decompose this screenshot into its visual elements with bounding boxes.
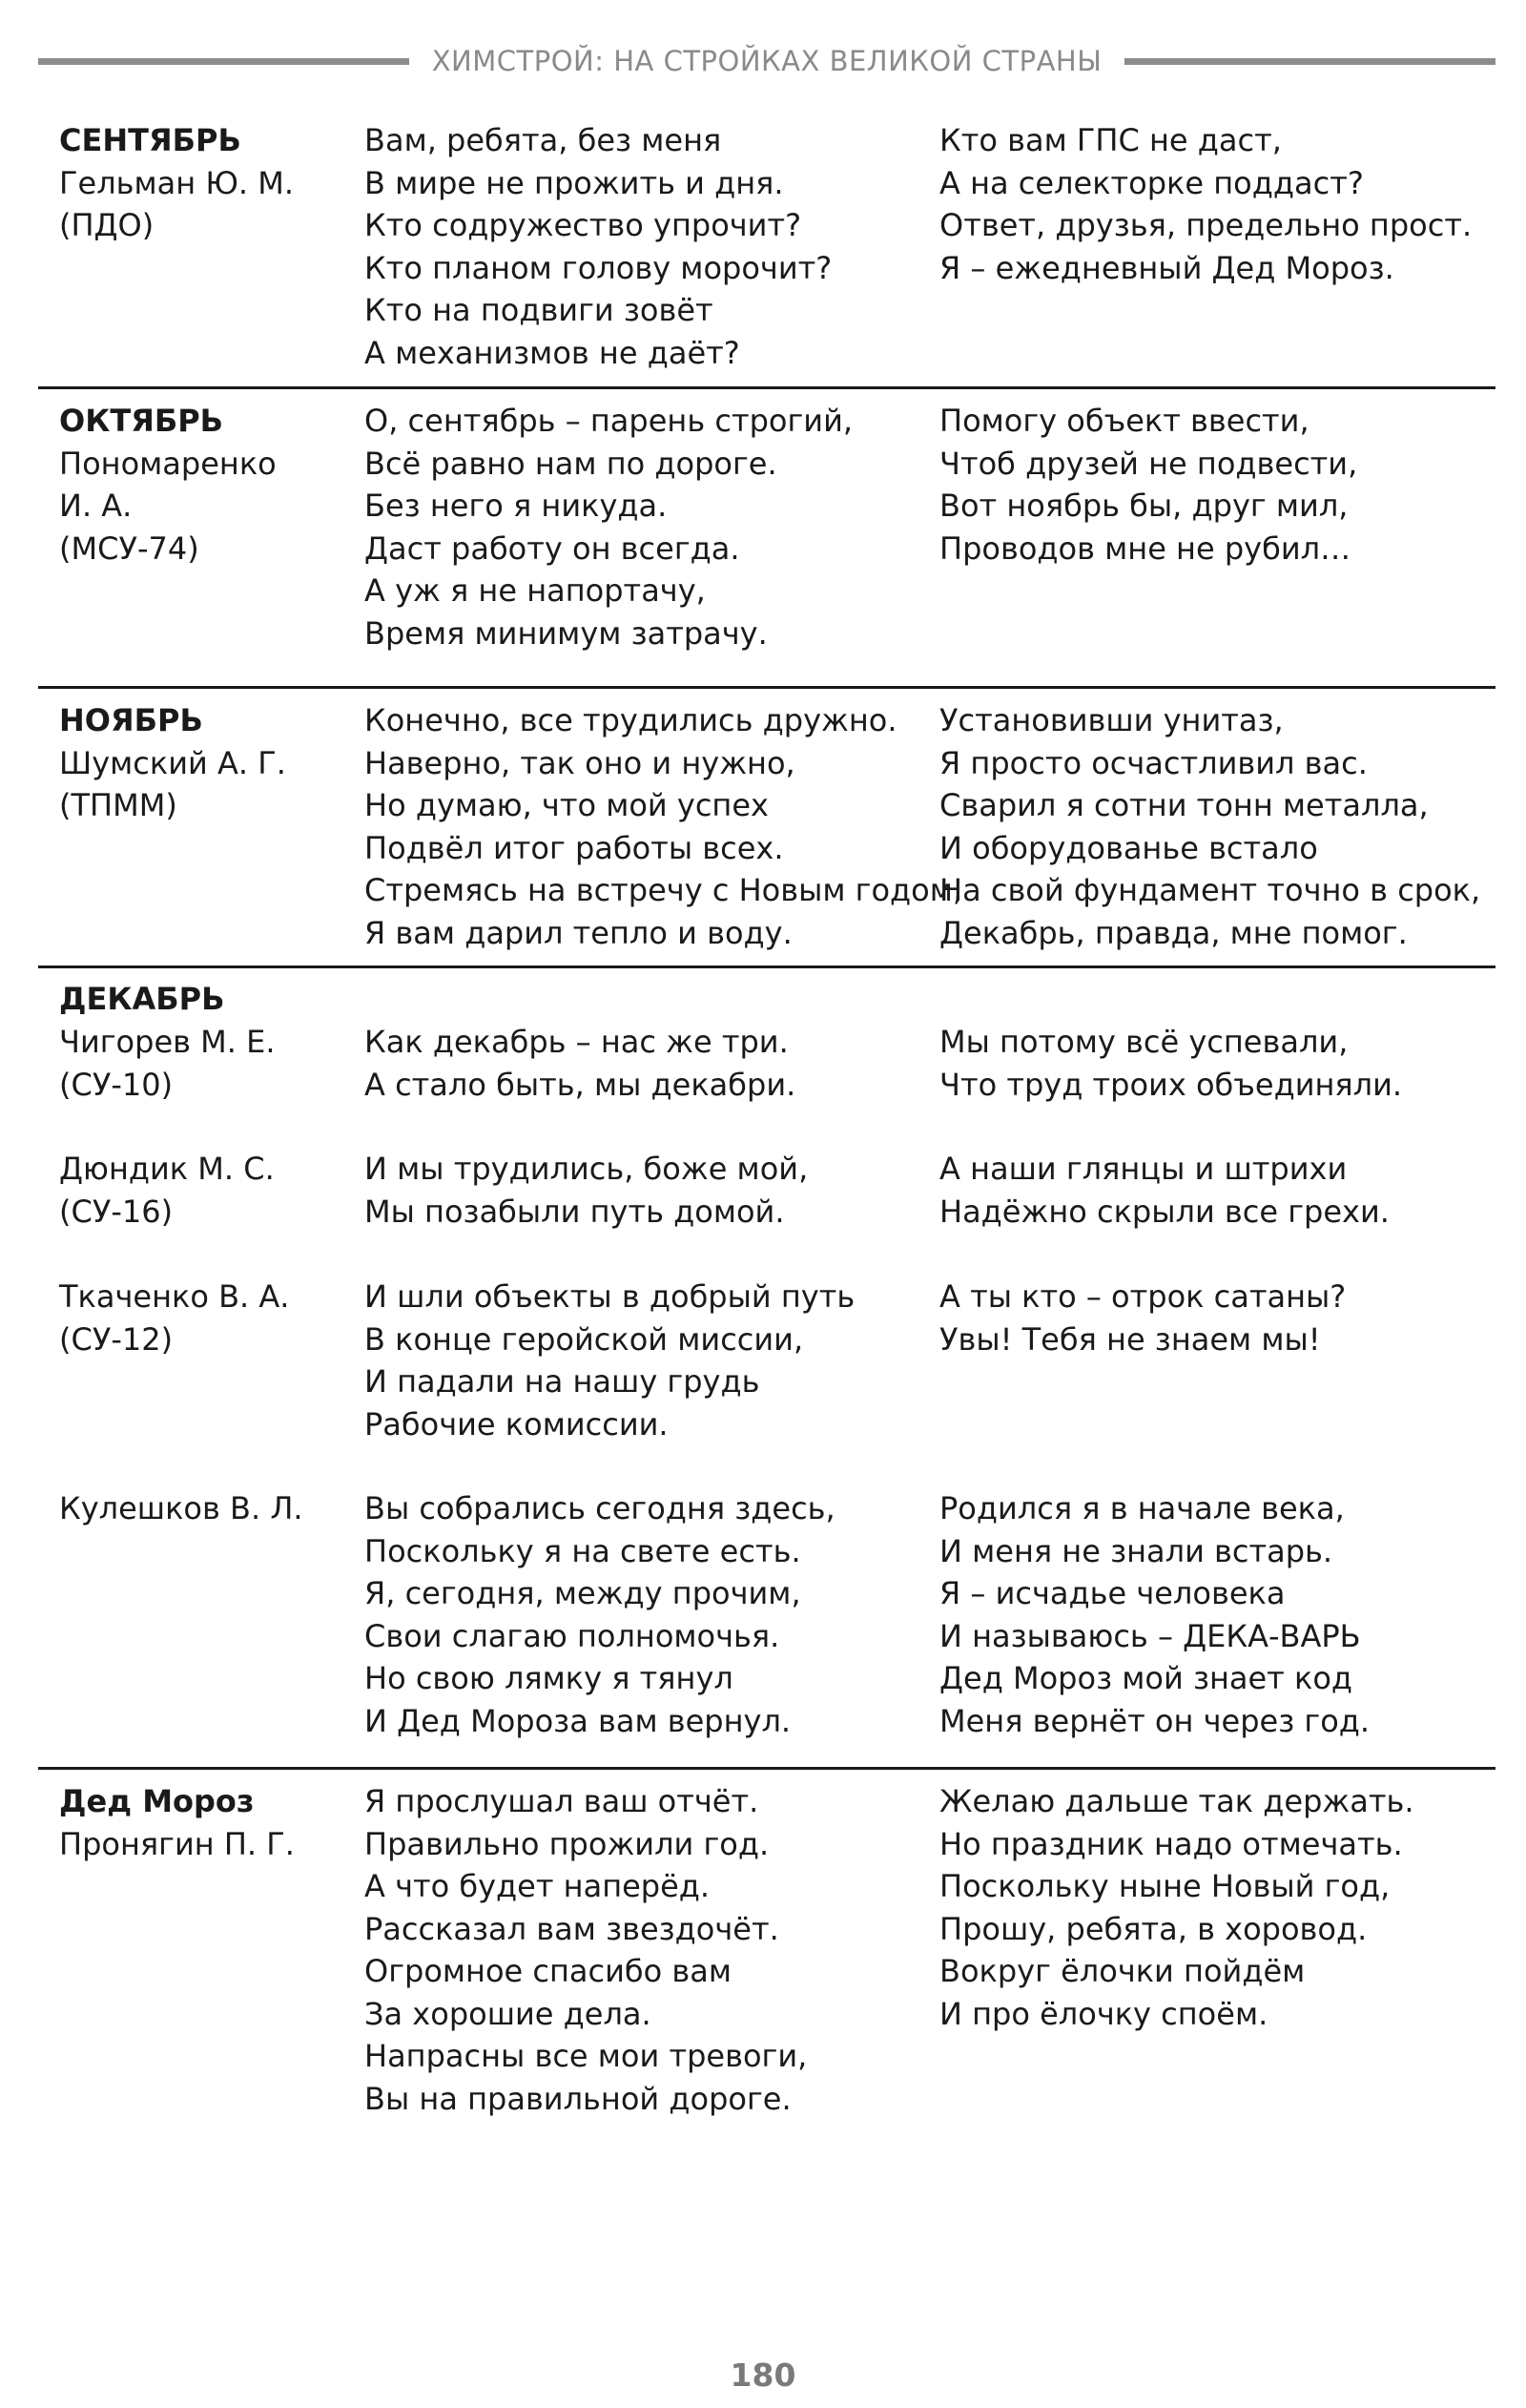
verse-line: И называюсь – ДЕКА-ВАРЬ [939,1617,1361,1654]
header-rule-right [1124,58,1495,65]
verse-line: Даст работу он всегда. [364,529,740,567]
author-line: (СУ-16) [59,1193,174,1230]
verse-line: Правильно прожили год. [364,1825,770,1862]
verse-line: И шли объекты в добрый путь [364,1278,856,1315]
author-column [59,1487,355,1530]
month-title: ДЕКАБРЬ [59,981,225,1017]
verse-line: Желаю дальше так держать. [939,1783,1414,1819]
author-line: (ПДО) [59,207,155,243]
verse-left [364,1780,946,2120]
verse-line: Что труд троих объединяли. [939,1066,1403,1103]
verse-line: Кто содружество упрочит? [364,207,802,243]
month-title: ОКТЯБРЬ [59,403,224,439]
verse-line: Кто вам ГПС не даст, [939,122,1282,158]
verse-line: А что будет наперёд. [364,1868,711,1904]
author-line: Чигорев М. Е. [59,1024,276,1060]
verse-line: Напрасны все мои тревоги, [364,2038,808,2074]
verse-line: Я – ежедневный Дед Мороз. [939,249,1394,286]
verse-line: Рассказал вам звездочёт. [364,1910,779,1947]
verse-line: Увы! Тебя не знаем мы! [939,1320,1321,1358]
verse-right [939,1148,1512,1233]
verse-right [939,1276,1512,1360]
author-column [59,1780,355,1865]
author-line: И. А. [59,488,133,524]
verse-line: Надёжно скрыли все грехи. [939,1193,1390,1230]
verse-line: Мы потому всё успевали, [939,1024,1349,1060]
verse-line: Конечно, все трудились дружно. [364,702,897,738]
verse-line: Родился я в начале века, [939,1490,1345,1526]
verse-line: За хорошие дела. [364,1995,651,2032]
verse-line: И оборудованье встало [939,829,1318,866]
verse-line: Свои слагаю полномочья. [364,1617,780,1654]
author-column [59,400,355,570]
verse-line: А на селекторке поддаст? [939,164,1364,201]
verse-line: Кто на подвиги зовёт [364,292,713,328]
verse-line: Меня вернёт он через год. [939,1702,1371,1739]
verse-line: Время минимум затрачу. [364,614,768,652]
month-title: Дед Мороз [59,1783,255,1819]
author-line: Кулешков В. Л. [59,1490,303,1526]
verse-right [939,400,1512,570]
verse-line: Ответ, друзья, предельно прост. [939,207,1473,243]
author-column [59,119,355,247]
verse-line: И про ёлочку споём. [939,1995,1268,2032]
verse-line: Но праздник надо отмечать. [939,1825,1403,1862]
verse-left [364,1276,946,1445]
verse-line: Поскольку ныне Новый год, [939,1868,1391,1904]
verse-line: Рабочие комиссии. [364,1405,669,1443]
verse-line: Вы на правильной дороге. [364,2080,792,2117]
author-line: Пономаренко [59,445,277,482]
verse-line: В конце геройской миссии, [364,1320,804,1358]
author-line: (МСУ-74) [59,529,199,567]
verse-line: Мы позабыли путь домой. [364,1193,785,1230]
verse-line: А механизмов не даёт? [364,334,740,371]
author-line: (СУ-12) [59,1320,174,1358]
verse-line: Как декабрь – нас же три. [364,1024,789,1060]
verse-line: Но думаю, что мой успех [364,787,769,823]
verse-left [364,699,963,954]
verse-line: Стремясь на встречу с Новым годом, [364,872,963,908]
verse-line: Подвёл итог работы всех. [364,829,784,866]
verse-line: Наверно, так оно и нужно, [364,744,795,781]
verse-line: Но свою лямку я тянул [364,1660,733,1696]
section-divider [38,686,1495,689]
header-rule-left [38,58,409,65]
running-header [38,42,1495,80]
verse-line: Прошу, ребята, в хоровод. [939,1910,1368,1947]
verse-line: Декабрь, правда, мне помог. [939,914,1408,951]
verse-line: Вы собрались сегодня здесь, [364,1490,835,1526]
section-divider [38,386,1495,389]
author-column [59,1021,355,1106]
author-column [59,978,355,1021]
verse-right [939,1780,1512,2035]
verse-line: Кто планом голову морочит? [364,249,833,286]
verse-left [364,1148,946,1233]
verse-line: Огромное спасибо вам [364,1953,732,1989]
verse-line: Проводов мне не рубил… [939,529,1351,567]
verse-left [364,1487,946,1742]
verse-line: В мире не прожить и дня. [364,164,784,201]
verse-line: И Дед Мороза вам вернул. [364,1702,792,1739]
verse-left [364,119,946,374]
author-line: (ТПММ) [59,787,177,823]
verse-line: Чтоб друзей не подвести, [939,445,1358,482]
author-line: (СУ-10) [59,1066,174,1103]
verse-line: Поскольку я на свете есть. [364,1532,801,1569]
verse-right [939,119,1512,289]
verse-line: Без него я никуда. [364,488,668,524]
month-title: НОЯБРЬ [59,702,203,738]
verse-line: Я прослушал ваш отчёт. [364,1783,759,1819]
verse-line: Вам, ребята, без меня [364,122,722,158]
author-line: Дюндик М. С. [59,1151,275,1187]
verse-line: Я, сегодня, между прочим, [364,1575,801,1611]
month-title: СЕНТЯБРЬ [59,122,241,158]
verse-line: На свой фундамент точно в срок, [939,872,1481,908]
author-line: Гельман Ю. М. [59,164,295,201]
author-line: Пронягин П. Г. [59,1825,295,1862]
verse-line: И падали на нашу грудь [364,1363,760,1400]
verse-line: Я просто осчастливил вас. [939,744,1368,781]
verse-right [939,1487,1512,1742]
verse-right [939,699,1512,954]
verse-line: Всё равно нам по дороге. [364,445,777,482]
verse-line: Вот ноябрь бы, друг мил, [939,488,1349,524]
author-line: Шумский А. Г. [59,744,286,781]
section-divider [38,1767,1495,1770]
author-column [59,699,355,827]
verse-line: И меня не знали встарь. [939,1532,1333,1569]
verse-line: Сварил я сотни тонн металла, [939,787,1429,823]
author-column [59,1276,355,1360]
verse-line: О, сентябрь – парень строгий, [364,403,854,439]
verse-left [364,400,946,654]
verse-left [364,1021,946,1106]
verse-line: Установивши унитаз, [939,702,1284,738]
verse-line: И мы трудились, боже мой, [364,1151,809,1187]
verse-line: А уж я не напортачу, [364,572,706,609]
verse-line: Помогу объект ввести, [939,403,1309,439]
verse-line: А наши глянцы и штрихи [939,1151,1348,1187]
verse-line: А ты кто – отрок сатаны? [939,1278,1347,1315]
verse-line: Я вам дарил тепло и воду. [364,914,793,951]
page-number: 180 [730,2356,796,2394]
verse-line: Вокруг ёлочки пойдём [939,1953,1306,1989]
author-line: Ткаченко В. А. [59,1278,290,1315]
verse-line: Я – исчадье человека [939,1575,1286,1611]
section-divider [38,965,1495,968]
verse-line: А стало быть, мы декабри. [364,1066,796,1103]
verse-right [939,1021,1512,1106]
header-title: ХИМСТРОЙ: НА СТРОЙКАХ ВЕЛИКОЙ СТРАНЫ [431,45,1103,77]
author-column [59,1148,355,1233]
verse-line: Дед Мороз мой знает код [939,1660,1353,1696]
